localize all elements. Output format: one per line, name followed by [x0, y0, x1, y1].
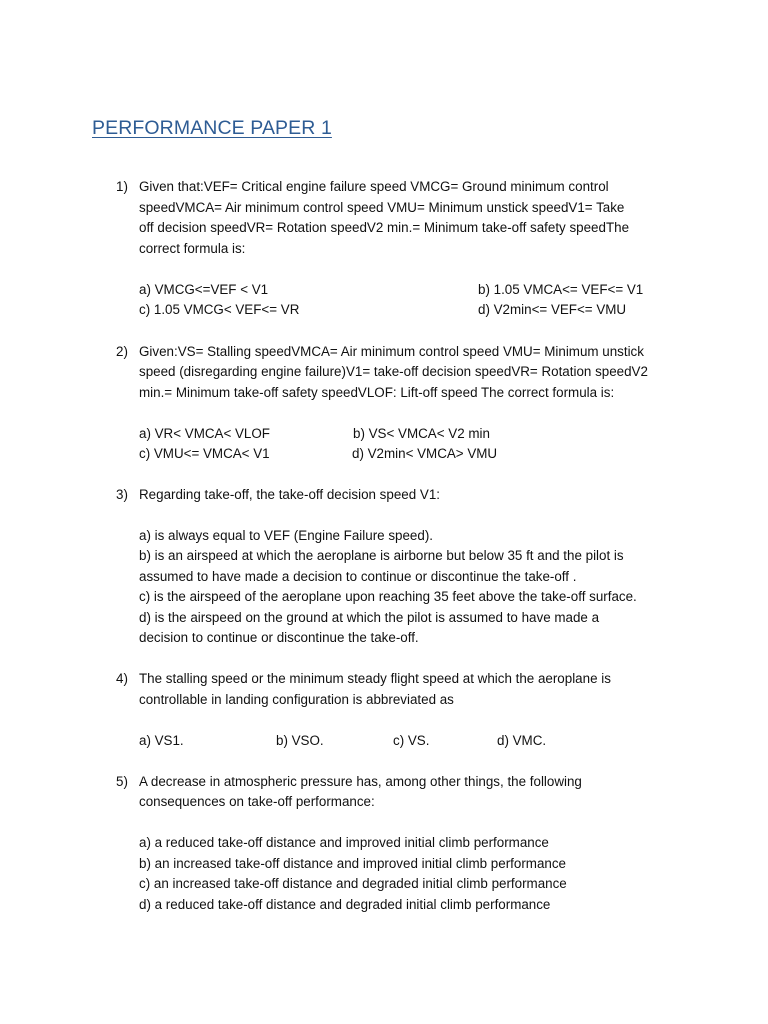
question-text-line: A decrease in atmospheric pressure has, among other things, the following	[139, 774, 582, 789]
answer-option: d) a reduced take-off distance and degraded initial climb performance	[139, 897, 551, 912]
answer-option: b) 1.05 VMCA<= VEF<= V1	[478, 282, 644, 297]
answer-option: a) a reduced take-off distance and improved initial climb performance	[139, 835, 549, 850]
answer-option: b) is an airspeed at which the aeroplane is airborne but below 35 ft and the pilot is	[139, 548, 624, 563]
answer-option: c) VS.	[393, 733, 430, 748]
question-text-line: Regarding take-off, the take-off decision speed V1:	[139, 487, 440, 502]
question-text-line: speedVMCA= Air minimum control speed VMU= Minimum unstick speedV1= Take	[139, 200, 625, 215]
answer-option: c) an increased take-off distance and degraded initial climb performance	[139, 876, 567, 891]
question-text-line: Given that:VEF= Critical engine failure speed VMCG= Ground minimum control	[139, 179, 609, 194]
question-number: 5)	[116, 774, 128, 789]
answer-option: d) V2min<= VEF<= VMU	[478, 302, 627, 317]
answer-option: b) VSO.	[276, 733, 324, 748]
answer-option: b) VS< VMCA< V2 min	[353, 426, 490, 441]
answer-option: c) is the airspeed of the aeroplane upon reaching 35 feet above the take-off surface.	[139, 589, 637, 604]
question-number: 2)	[116, 344, 128, 359]
question-text-line: The stalling speed or the minimum steady flight speed at which the aeroplane is	[139, 671, 611, 686]
question-text-line: Given:VS= Stalling speedVMCA= Air minimum control speed VMU= Minimum unstick	[139, 344, 644, 359]
answer-option: d) V2min< VMCA> VMU	[352, 446, 498, 461]
question-number: 3)	[116, 487, 128, 502]
question-text-line: consequences on take-off performance:	[139, 794, 375, 809]
answer-option: decision to continue or discontinue the take-off.	[139, 630, 419, 645]
question-text-line: speed (disregarding engine failure)V1= take-off decision speedVR= Rotation speedV2	[139, 364, 648, 379]
question-text-line: correct formula is:	[139, 241, 246, 256]
question-number: 1)	[116, 179, 128, 194]
answer-option: d) is the airspeed on the ground at which the pilot is assumed to have made a	[139, 610, 600, 625]
answer-option: c) VMU<= VMCA< V1	[139, 446, 270, 461]
question-text-line: off decision speedVR= Rotation speedV2 min.= Minimum take-off safety speedThe	[139, 220, 630, 235]
page-title: PERFORMANCE PAPER 1	[92, 117, 332, 139]
question-text-line: controllable in landing configuration is abbreviated as	[139, 692, 454, 707]
answer-option: assumed to have made a decision to continue or discontinue the take-off .	[139, 569, 577, 584]
answer-option: a) VS1.	[139, 733, 184, 748]
answer-option: d) VMC.	[497, 733, 547, 748]
answer-option: a) is always equal to VEF (Engine Failure speed).	[139, 528, 433, 543]
question-number: 4)	[116, 671, 128, 686]
question-text-line: min.= Minimum take-off safety speedVLOF: Lift-off speed The correct formula is:	[139, 385, 615, 400]
answer-option: b) an increased take-off distance and improved initial climb performance	[139, 856, 566, 871]
answer-option: c) 1.05 VMCG< VEF<= VR	[139, 302, 300, 317]
answer-option: a) VMCG<=VEF < V1	[139, 282, 269, 297]
answer-option: a) VR< VMCA< VLOF	[139, 426, 270, 441]
